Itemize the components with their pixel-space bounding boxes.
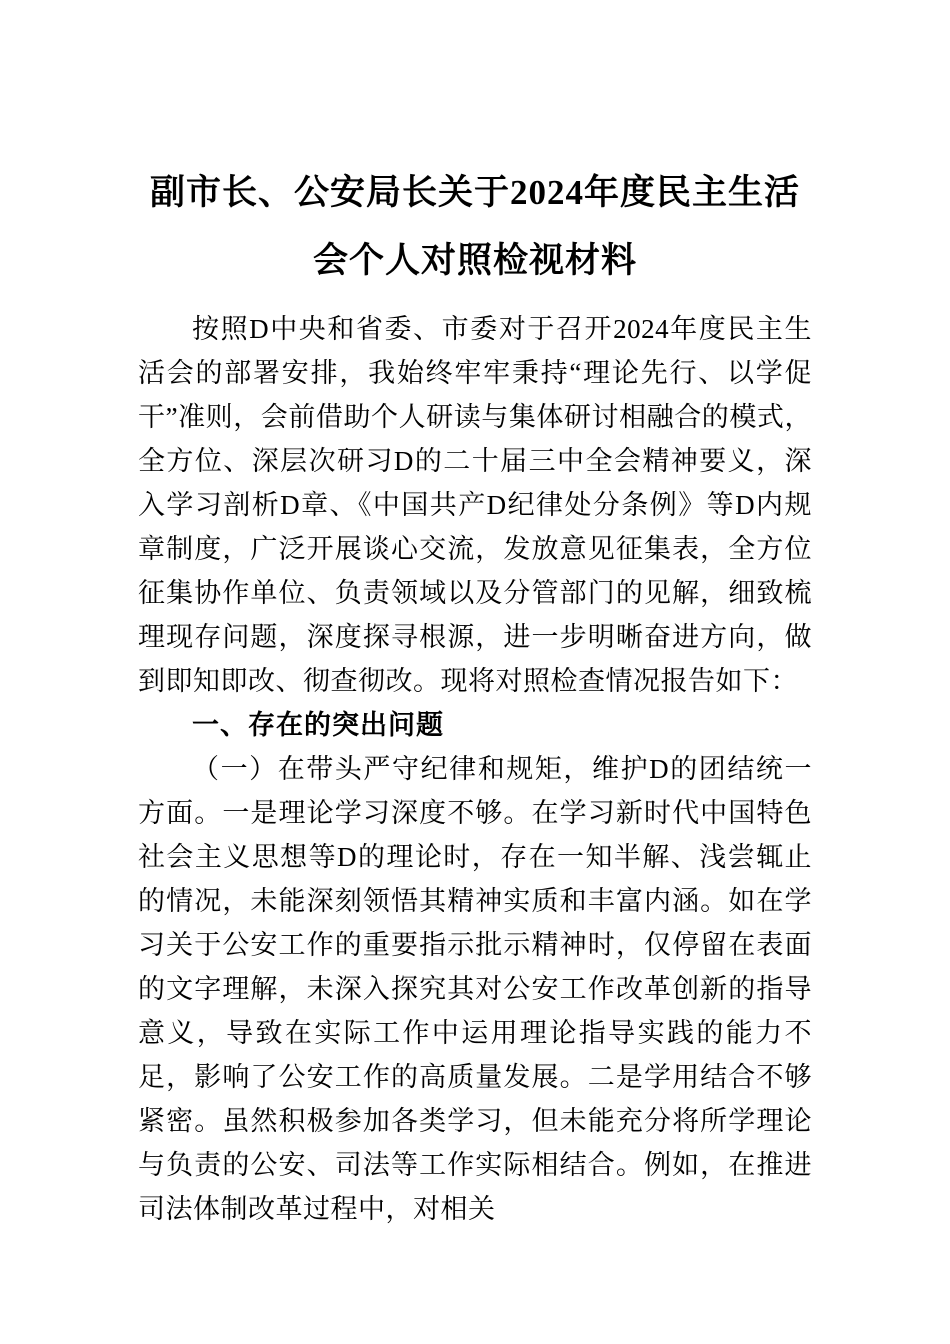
paragraph-opening: 按照D中央和省委、市委对于召开2024年度民主生活会的部署安排，我始终牢牢秉持“理论先行、以学促干”准则，会前借助个人研读与集体研讨相融合的模式，全方位、深层次研习D的二十届三中全会精神要义，深入学习剖析D章、《中国共产D纪律处分条例》等D内规章制度，广泛开展谈心交流，发放意见征集表，全方位征集协作单位、负责领域以及分管部门的见解，细致梳理现存问题，深度探寻根源，进一步明晰奋进方向，做到即知即改、彻查彻改。现将对照检查情况报告如下： — [138, 314, 812, 696]
document-body — [138, 307, 812, 1231]
subsection-one-lead: （一）在带头严守纪律和规矩，维护D的团结统一方面。 — [138, 754, 812, 828]
document-title — [138, 159, 812, 295]
paragraph-subsection-one — [138, 747, 812, 1231]
document-content — [138, 159, 812, 1231]
title-line-1: 副市长、公安局长关于2024年度民主生活 — [149, 173, 800, 212]
section-heading-outstanding-issues: 一、存在的突出问题 — [192, 710, 444, 740]
subsection-one-body: 一是理论学习深度不够。在学习新时代中国特色社会主义思想等D的理论时，存在一知半解、浅尝辄止的情况，未能深刻领悟其精神实质和丰富内涵。如在学习关于公安工作的重要指示批示精神时，仅停留在表面的文字理解，未深入探究其对公安工作改革创新的指导意义，导致在实际工作中运用理论指导实践的能力不足，影响了公安工作的高质量发展。二是学用结合不够紧密。虽然积极参加各类学习，但未能充分将所学理论与负责的公安、司法等工作实际相结合。例如，在推进司法体制改革过程中，对相关 — [138, 798, 813, 1224]
title-line-2: 会个人对照检视材料 — [312, 241, 637, 280]
